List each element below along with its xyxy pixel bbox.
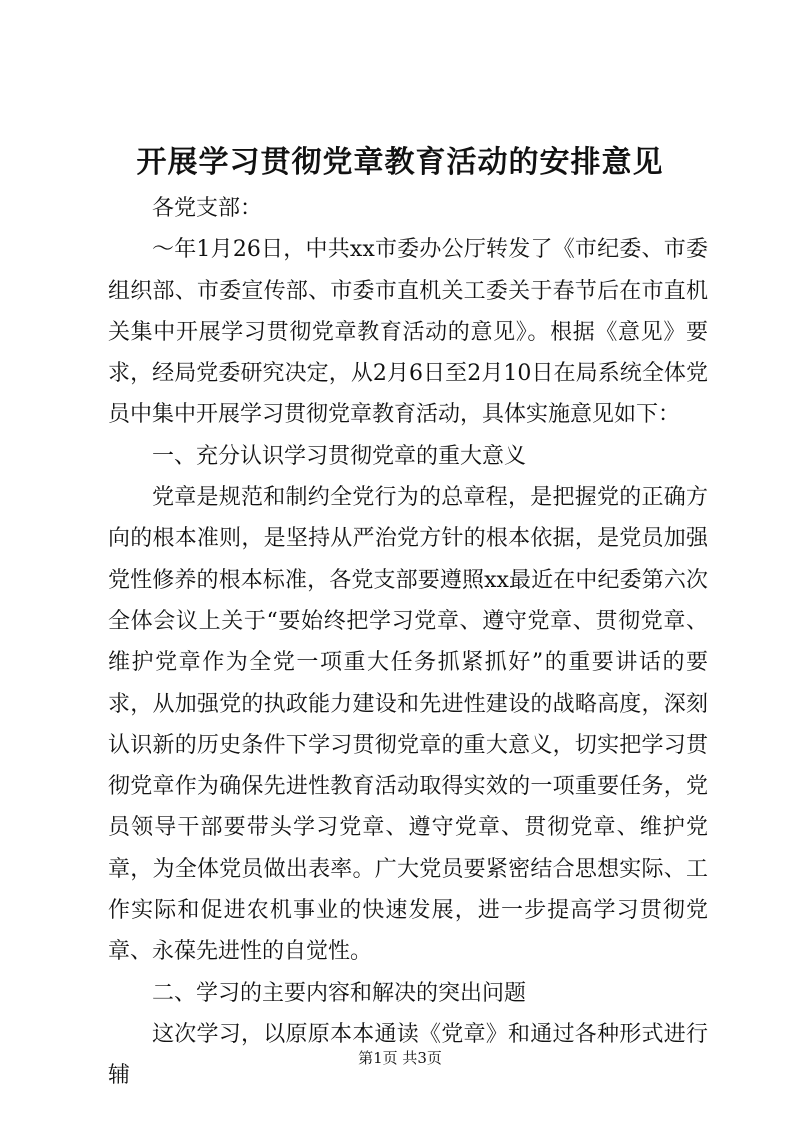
intro-paragraph: ～年1月26日，中共xx市委办公厅转发了《市纪委、市委组织部、市委宣传部、市委市直机关工委关于春节后在市直机关集中开展学习贯彻党章教育活动的意见》。根据《意见》要求，经局党委研究决定，从2月6日至2月10日在局系统全体党员中集中开展学习贯彻党章教育活动，具体实施意见如下： [108,237,708,428]
section-2-paragraph: 这次学习，以原原本本通读《党章》和通过各种形式进行辅 [108,1021,708,1089]
section-1-paragraph: 党章是规范和制约全党行为的总章程，是把握党的正确方向的根本准则，是坚持从严治党方针的根本依据，是党员加强党性修养的根本标准，各党支部要遵照xx最近在中纪委第六次全体会议上关于“要始终把学习党章、遵守党章、贯彻党章、维护党章作为全党一项重大任务抓紧抓好”的重要讲话的要求，从加强党的执政能力建设和先进性建设的战略高度，深刻认识新的历史条件下学习贯彻党章的重大意义，切实把学习贯彻党章作为确保先进性教育活动取得实效的一项重要任务，党员领导干部要带头学习党章、遵守党章、贯彻党章、维护党章，为全体党员做出表率。广大党员要紧密结合思想实际、工作实际和促进农机事业的快速发展，进一步提高学习贯彻党章、永葆先进性的自觉性。 [108,485,708,965]
section-heading-2: 二、学习的主要内容和解决的突出问题 [152,980,527,1006]
section-heading-1: 一、充分认识学习贯彻党章的重大意义 [152,443,527,469]
document-title: 开展学习贯彻党章教育活动的安排意见 [136,145,664,180]
salutation: 各党支部： [152,196,263,221]
document-body [108,188,708,1097]
page-indicator: 第1页 共3页 [358,1049,442,1067]
